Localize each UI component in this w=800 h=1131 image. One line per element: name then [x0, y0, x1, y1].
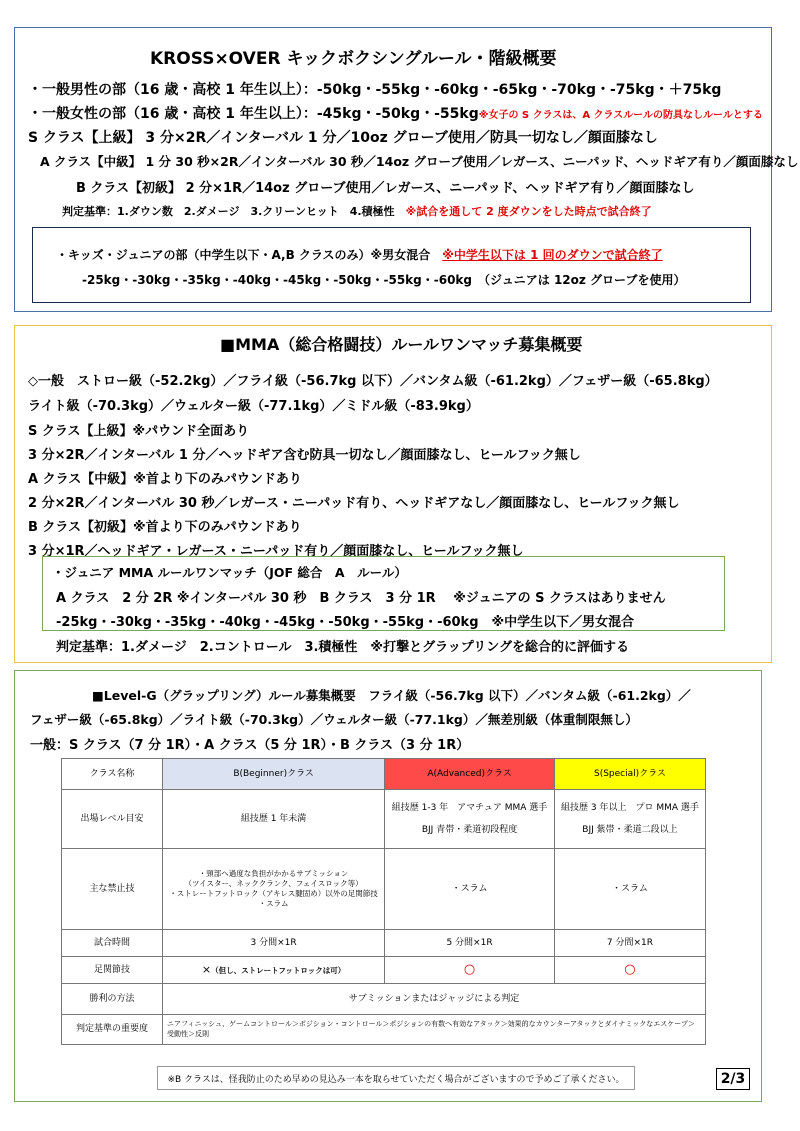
level-g-title-2: フェザー級（-65.8kg）／ライト級（-70.3kg）／ウェルター級（-77.1kg）／無差別級（体重制限無し）: [30, 712, 638, 727]
row-label-match-time: 試合時間: [62, 930, 163, 957]
mma-s-rule: 3 分×2R／インターバル 1 分／ヘッドギア含む防具一切なし／顔面膝なし、ヒールフック無し: [28, 448, 581, 463]
table-row: [62, 930, 706, 957]
kickboxing-women-note: ※女子の S クラスは、A クラスルールの防具なしルールとする: [478, 110, 763, 121]
level-g-title-1: ■Level-G（グラップリング）ルール募集概要 フライ級（-56.7kg 以下）／バンタム級（-61.2kg）／: [92, 688, 691, 703]
table-header-b-class: B(Beginner)クラス: [163, 759, 385, 790]
kids-junior-box: [32, 227, 751, 303]
prohibited-b-line1: ・頸部へ過度な負担がかかるサブミッション: [198, 868, 349, 878]
cell-victory: サブミッションまたはジャッジによる判定: [163, 984, 706, 1015]
cell-level-b: 組技歴 1 年未満: [163, 790, 385, 849]
row-label-judging-priority: 判定基準の重要度: [62, 1015, 163, 1045]
level-g-general: 一般：S クラス（7 分 1R）・A クラス（5 分 1R）・B クラス（3 分 1R）: [30, 738, 470, 753]
cell-prohibited-b: [163, 849, 385, 930]
junior-mma-title: ・ジュニア MMA ルールワンマッチ（JOF 総合 A ルール）: [52, 565, 407, 580]
kickboxing-judging: [62, 203, 652, 219]
prohibited-b-line3: ・ストレートフットロック（アキレス腱固め）以外の足関節技: [169, 889, 378, 898]
table-row: [62, 1015, 706, 1045]
mma-a-rule: 2 分×2R／インターバル 30 秒／レガース・ニーパッド有り、ヘッドギアなし／顔面膝なし、ヒールフック無し: [28, 496, 680, 511]
kickboxing-title: KROSS×OVER キックボクシングルール・階級概要: [150, 49, 557, 69]
table-row: [62, 849, 706, 930]
junior-mma-weights: -25kg・-30kg・-35kg・-40kg・-45kg・-50kg・-55kg・-60kg ※中学生以下／男女混合: [56, 615, 635, 630]
table-header-s-class: S(Special)クラス: [554, 759, 705, 790]
kickboxing-a-class: A クラス【中級】 1 分 30 秒×2R／インターバル 30 秒／14oz グローブ使用／レガース、ニーパッド、ヘッドギア有り／顔面膝なし: [40, 154, 799, 169]
table-row: [62, 790, 706, 849]
mma-general-1: ◇一般 ストロー級（-52.2kg）／フライ級（-56.7kg 以下）／バンタム級（-61.2kg）／フェザー級（-65.8kg）: [28, 374, 718, 389]
prohibited-b-line2: （ツイスター、ネッククランク、フェイスロック等）: [184, 878, 363, 888]
cell-level-s-line2: BJJ 紫帯・柔道二段以上: [582, 825, 678, 835]
page-number: 2/3: [716, 1068, 750, 1090]
cross-mark: ×: [201, 962, 212, 976]
cell-time-a: 5 分間×1R: [385, 930, 555, 957]
mma-general-2: ライト級（-70.3kg）／ウェルター級（-77.1kg）／ミドル級（-83.9kg）: [28, 399, 479, 414]
kickboxing-judging-text: 判定基準：1.ダウン数 2.ダメージ 3.クリーンヒット 4.積極性: [62, 205, 395, 218]
kickboxing-b-class: B クラス【初級】 2 分×1R／14oz グローブ使用／レガース、ニーパッド、ヘッドギア有り／顔面膝なし: [76, 181, 695, 196]
mma-b-rule: 3 分×1R／ヘッドギア・レガース・ニーパッド有り／顔面膝なし、ヒールフック無し: [28, 544, 524, 559]
mma-s-head: S クラス【上級】※パウンド全面あり: [28, 424, 250, 439]
kids-red-note: ※中学生以下は 1 回のダウンで試合終了: [442, 248, 663, 262]
kickboxing-men: ・一般男性の部（16 歳・高校 1 年生以上）：-50kg・-55kg・-60kg・-65kg・-70kg・-75kg・＋75kg: [28, 82, 722, 98]
prohibited-b-line4: ・スラム: [258, 899, 289, 909]
mma-title: ■MMA（総合格闘技）ルールワンマッチ募集概要: [220, 335, 583, 354]
cell-prohibited-a: ・スラム: [385, 849, 555, 930]
row-label-leg-locks: 足関節技: [62, 957, 163, 984]
kickboxing-women-weights: ・一般女性の部（16 歳・高校 1 年生以上）：-45kg・-50kg・-55kg: [28, 106, 479, 122]
row-label-level: 出場レベル目安: [62, 790, 163, 849]
circle-mark-a: ○: [385, 957, 555, 984]
mma-b-head: B クラス【初級】※首より下のみパウンドあり: [28, 520, 302, 535]
table-row: [62, 957, 706, 984]
cell-time-s: 7 分間×1R: [554, 930, 705, 957]
cell-time-b: 3 分間×1R: [163, 930, 385, 957]
table-row: [62, 984, 706, 1015]
table-header-class-name: クラス名称: [62, 759, 163, 790]
cell-level-a-line2: BJJ 青帯・柔道初段程度: [421, 825, 518, 835]
b-class-note: ※B クラスは、怪我防止のため早めの見込み一本を取らせていただく場合がございますので予めご了承ください。: [157, 1066, 635, 1090]
kids-weights: -25kg・-30kg・-35kg・-40kg・-45kg・-50kg・-55kg・-60kg （ジュニアは 12oz グローブを使用）: [82, 273, 686, 287]
circle-mark-s: ○: [554, 957, 705, 984]
kids-title-line: [56, 246, 663, 263]
table-header-a-class: A(Advanced)クラス: [385, 759, 555, 790]
kids-title: ・キッズ・ジュニアの部（中学生以下・A,B クラスのみ）※男女混合: [56, 248, 431, 262]
kickboxing-judging-red: ※試合を通して 2 度ダウンをした時点で試合終了: [405, 205, 652, 218]
cell-prohibited-s: ・スラム: [554, 849, 705, 930]
junior-mma-rule: A クラス 2 分 2R ※インターバル 30 秒 B クラス 3 分 1R ※ジュニアの S クラスはありません: [56, 591, 666, 606]
cell-leg-b-note: （但し、ストレートフットロックは可）: [211, 965, 346, 975]
mma-judging: 判定基準：1.ダメージ 2.コントロール 3.積極性 ※打撃とグラップリングを総合的に評価する: [56, 640, 630, 655]
row-label-prohibited: 主な禁止技: [62, 849, 163, 930]
kickboxing-s-class: S クラス【上級】 3 分×2R／インターバル 1 分／10oz グローブ使用／防具一切なし／顔面膝なし: [28, 130, 658, 146]
cell-level-s-line1: 組技歴 3 年以上 プロ MMA 選手: [561, 802, 699, 813]
mma-a-head: A クラス【中級】※首より下のみパウンドあり: [28, 472, 302, 487]
cell-judging-priority: ニアフィニッシュ、ゲームコントロール＞ポジション・コントロール＞ポジションの有数へ有効なアタック＞効果的なカウンターアタックとダイナミックなエスケープ＞受動性＞反則: [163, 1015, 706, 1045]
cell-leg-b: [163, 957, 385, 984]
cell-level-s: [554, 790, 705, 849]
row-label-victory: 勝利の方法: [62, 984, 163, 1015]
cell-level-a: [385, 790, 555, 849]
table-row: [62, 759, 706, 790]
level-g-table: [61, 758, 706, 1045]
cell-level-a-line1: 組技歴 1-3 年 アマチュア MMA 選手: [391, 802, 548, 813]
kickboxing-women: [28, 103, 763, 123]
